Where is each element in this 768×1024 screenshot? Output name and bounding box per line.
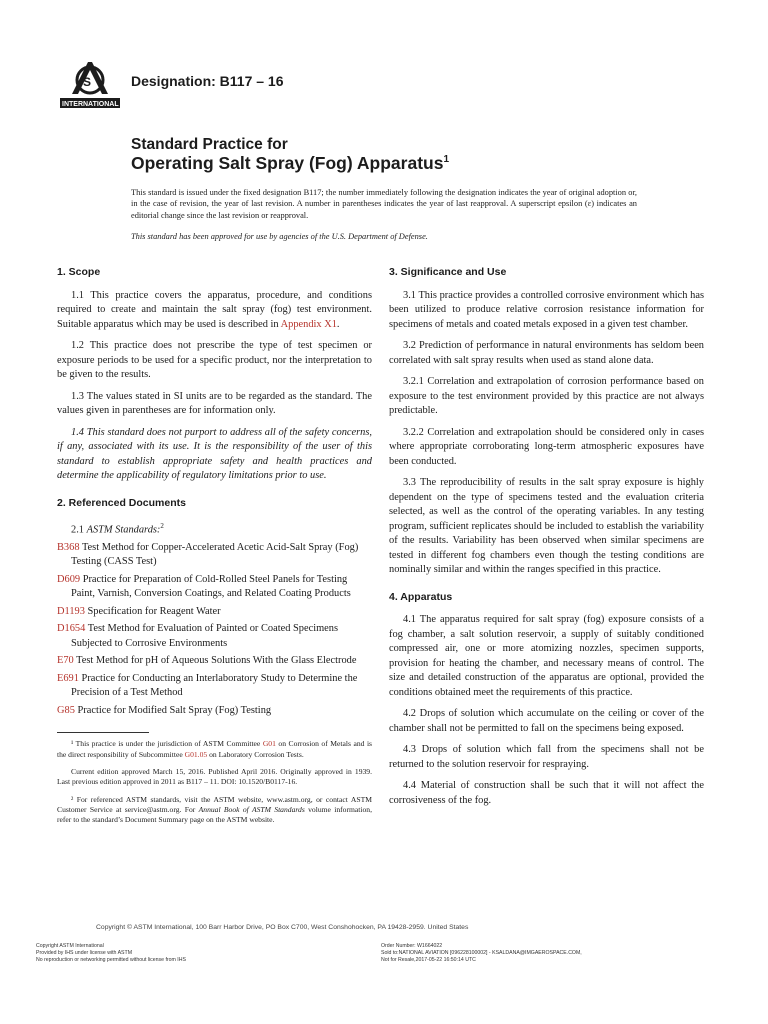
apparatus-para-4-3: 4.3 Drops of solution which fall from the specimens shall not be returned to the solution reservoir for respraying. bbox=[389, 744, 704, 770]
apparatus-heading: 4. Apparatus bbox=[389, 590, 453, 603]
apparatus-para-4-2: 4.2 Drops of solution which accumulate on the ceiling or cover of the chamber shall not be permitted to fall on the specimens being exposed. bbox=[389, 708, 704, 734]
scope-para-1-4: 1.4 This standard does not purport to address all of the safety concerns, if any, associated with its use. It is the responsibility of the user of this standard to establish appropriate safety and health practices and determine the applicability of regulatory limitations prior to use. bbox=[57, 426, 372, 481]
page-title bbox=[131, 153, 449, 174]
reference-item: E691 Practice for Conducting an Interlaboratory Study to Determine the Precision of a Test Method bbox=[57, 672, 358, 699]
astm-logo bbox=[58, 56, 122, 110]
apparatus-para-4-1: 4.1 The apparatus required for salt spray (fog) exposure consists of a fog chamber, a salt solution reservoir, a supply of suitably conditioned compressed air, one or more atomizing nozzles, specimen supports, provision for heating the chamber, and necessary means of control. The size and detailed construction of the apparatus are optional, provided the conditions obtained meet the requirements of this practice. bbox=[389, 614, 704, 698]
svg-text:S: S bbox=[83, 75, 92, 89]
significance-para-3-1: 3.1 This practice provides a controlled corrosive environment which has been utilized to produce relative corrosion resistance information for specimens of metals and coated metals exposed in a given test chamber. bbox=[389, 289, 704, 330]
designation-notice: This standard is issued under the fixed designation B117; the number immediately following the designation indicates the year of original adoption or, in the case of revision, the year of last revision. A number in parentheses indicates the year of last reapproval. A superscript epsilon (ε) indicates an editorial change since the last revision or reapproval. bbox=[131, 188, 637, 220]
reference-link[interactable]: G85 bbox=[57, 704, 75, 716]
reference-item: D1193 Specification for Reagent Water bbox=[57, 605, 221, 617]
scope-heading: 1. Scope bbox=[57, 266, 101, 278]
license-block: Copyright ASTM International Provided by IHS under license with ASTM No reproduction or networking permitted without license from IHS bbox=[36, 943, 186, 963]
appendix-x1-link[interactable]: Appendix X1 bbox=[280, 318, 337, 330]
reference-link[interactable]: D609 bbox=[57, 573, 81, 585]
footnote-edition: Current edition approved March 15, 2016. Published April 2016. Originally approved in 1939. Last previous edition approved in 2011 as B117 – 11. DOI: 10.1520/B0117-16. bbox=[57, 767, 372, 787]
reference-item: E70 Test Method for pH of Aqueous Solutions With the Glass Electrode bbox=[57, 655, 357, 667]
committee-link[interactable]: G01 bbox=[262, 739, 276, 749]
reference-link[interactable]: E691 bbox=[57, 672, 79, 684]
reference-item: D609 Practice for Preparation of Cold-Rolled Steel Panels for Testing Paint, Varnish, Conversion Coatings, and Related Coating Products bbox=[57, 573, 351, 600]
footnote-divider bbox=[57, 732, 149, 733]
reference-link[interactable]: B368 bbox=[57, 541, 80, 553]
significance-para-3-2: 3.2 Prediction of performance in natural environments has seldom been correlated with salt spray results when used as stand alone data. bbox=[389, 340, 704, 366]
reference-item: G85 Practice for Modified Salt Spray (Fog) Testing bbox=[57, 704, 272, 716]
reference-item: D1654 Test Method for Evaluation of Painted or Coated Specimens Subjected to Corrosive Environments bbox=[57, 623, 339, 649]
order-block: Order Number: W1664022 Sold to:NATIONAL AVIATION [096228100002] - KSALDANA@IMGAEROSPACE.COM, Not for Resale,2017-05-22 16:50:14 UTC bbox=[381, 943, 582, 963]
footnote-1: ¹ This practice is under the jurisdiction of ASTM Committee G01 on Corrosion of Metals and is the direct responsibility of Subcommittee G01.05 on Laboratory Corrosion Tests. bbox=[57, 739, 373, 759]
scope-para-1-2: 1.2 This practice does not prescribe the type of test specimen or exposure periods to be used for a specific product, nor the interpretation to be given to the results. bbox=[57, 340, 372, 380]
designation: Designation: B117 – 16 bbox=[131, 73, 284, 89]
reference-link[interactable]: D1654 bbox=[57, 623, 86, 635]
footnote-2: ² For referenced ASTM standards, visit the ASTM website, www.astm.org, or contact ASTM Customer Service at service@astm.org. For Annual Book of ASTM Standards volume information, refer to the standard’s Document Summary page on the ASTM website. bbox=[57, 794, 372, 825]
left-column bbox=[57, 262, 372, 833]
significance-para-3-3: 3.3 The reproducibility of results in the salt spray exposure is highly dependent on the type of specimens tested and the evaluation criteria selected, as well as the control of the operating variables. In any testing program, sufficient replicates should be included to establish the variability of the results. Variability has been observed when similar specimens are tested in different fog chambers even though the testing conditions are nominally similar and within the ranges specified in this practice. bbox=[389, 477, 704, 575]
significance-heading: 3. Significance and Use bbox=[389, 266, 507, 278]
referenced-documents-heading: 2. Referenced Documents bbox=[57, 496, 186, 509]
dod-approval-note: This standard has been approved for use by agencies of the U.S. Department of Defense. bbox=[131, 232, 428, 241]
right-column bbox=[389, 262, 704, 815]
apparatus-para-4-4: 4.4 Material of construction shall be such that it will not affect the corrosiveness of the fog. bbox=[389, 780, 704, 806]
significance-para-3-2-2: 3.2.2 Correlation and extrapolation should be considered only in cases where appropriate corroborating long-term atmospheric exposures have been conducted. bbox=[389, 426, 704, 467]
scope-para-1-1: 1.1 This practice covers the apparatus, procedure, and conditions required to create and maintain the salt spray (fog) test environment. Suitable apparatus which may be used is described in Appendix X1. bbox=[57, 289, 372, 330]
significance-para-3-2-1: 3.2.1 Correlation and extrapolation of corrosion performance based on exposure to the test environment provided by this practice are not always predictable. bbox=[389, 376, 704, 416]
title-line-1: Standard Practice for bbox=[131, 136, 288, 153]
reference-link[interactable]: E70 bbox=[57, 655, 74, 667]
subcommittee-link[interactable]: G01.05 bbox=[184, 749, 208, 759]
scope-para-1-3: 1.3 The values stated in SI units are to be regarded as the standard. The values given in parentheses are for information only. bbox=[57, 390, 372, 416]
logo-wordmark: INTERNATIONAL bbox=[62, 101, 119, 108]
title-footnote-mark: 1 bbox=[443, 154, 450, 166]
reference-link[interactable]: D1193 bbox=[57, 605, 85, 617]
astm-standards-subheading: 2.1 ASTM Standards:$^2$ bbox=[71, 522, 164, 536]
copyright-line: Copyright © ASTM International, 100 Barr Harbor Drive, PO Box C700, West Conshohocken, PA 19428-2959. United States bbox=[96, 924, 469, 931]
reference-item: B368 Test Method for Copper-Accelerated Acetic Acid-Salt Spray (Fog) Testing (CASS Test) bbox=[57, 541, 359, 568]
title-line-2: Operating Salt Spray (Fog) Apparatus bbox=[131, 153, 444, 173]
